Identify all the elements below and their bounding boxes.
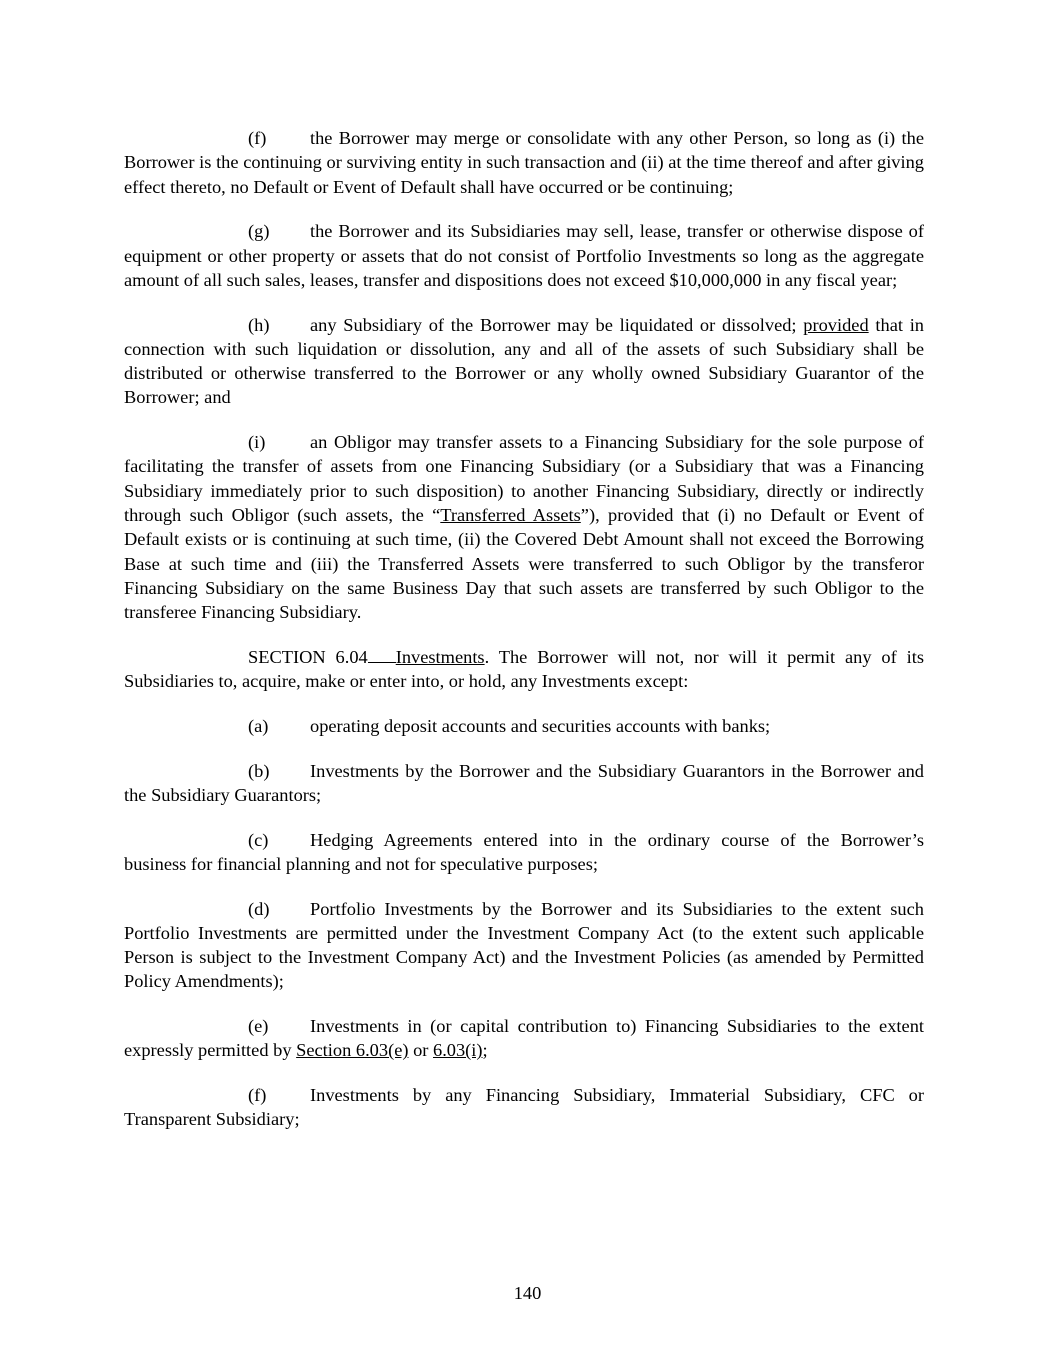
clause-label: (i): [248, 432, 266, 453]
clause-text: Hedging Agreements entered into in the ordinary course of the Borrower’s business for financial planning and not for speculative purposes;: [124, 829, 924, 874]
clause-label: (h): [248, 314, 270, 335]
page-number: 140: [513, 1283, 542, 1303]
defined-term-provided: provided: [803, 314, 869, 335]
section-title: Investments: [395, 646, 485, 667]
clause-text: Investments in (or capital contribution to) Financing Subsidiaries to the extent expressly permitted by: [124, 1016, 924, 1061]
clause-text: Investments by any Financing Subsidiary, Immaterial Subsidiary, CFC or Transparent Subsidiary;: [124, 1085, 924, 1130]
clause-text-connector: or: [408, 1040, 433, 1061]
clause-text: the Borrower may merge or consolidate with any other Person, so long as (i) the Borrower is the continuing or surviving entity in such transaction and (ii) at the time thereof and after giving effect thereto, no Default or Event of Default shall have occurred or be continuing;: [124, 128, 924, 197]
section-6-04-heading: [124, 645, 924, 694]
clause-6-04-d: [124, 897, 924, 994]
clause-6-03-i: [124, 430, 924, 624]
clause-6-04-a: [124, 714, 924, 738]
clause-label: (g): [248, 221, 270, 242]
clause-text-end: ;: [482, 1040, 488, 1061]
clause-6-04-b: [124, 759, 924, 808]
clause-label: (f): [248, 128, 267, 148]
clause-text-continued: ”), provided that (i) no Default or Event of Default exists or is continuing at such time, (ii) the Covered Debt Amount shall not exceed the Borrowing Base at such time and (iii) the Transferred Assets were transferred to such Obligor by the transferor Financing Subsidiary on the same Business Day that such assets are transferred by such Obligor to the transferee Financing Subsidiary.: [124, 505, 924, 623]
clause-text: Portfolio Investments by the Borrower and its Subsidiaries to the extent such Portfolio Investments are permitted under the Investment Company Act (to the extent such applicable Person is subject to the Investment Company Act) and the Investment Policies (as amended by Permitted Policy Amendments);: [124, 898, 924, 992]
clause-text: the Borrower and its Subsidiaries may sell, lease, transfer or otherwise dispose of equipment or other property or assets that do not consist of Portfolio Investments so long as the aggregate amount of all such sales, leases, transfer and dispositions does not exceed $10,000,000 in any fiscal year;: [124, 221, 924, 290]
clause-label: (c): [248, 829, 269, 850]
section-intro: . The Borrower will not, nor will it permit any of its Subsidiaries to, acquire, make or enter into, or hold, any Investments except:: [124, 646, 924, 692]
cross-reference-6-03-i: 6.03(i): [433, 1040, 483, 1061]
clause-text: an Obligor may transfer assets to a Financing Subsidiary for the sole purpose of facilitating the transfer of assets from one Financing Subsidiary (or a Subsidiary that was a Financing Subsidiary immediately prior to such disposition) to another Financing Subsidiary, directly or indirectly through such Obligor (such assets, the “: [124, 432, 924, 526]
clause-text: Investments by the Borrower and the Subsidiary Guarantors in the Borrower and the Subsidiary Guarantors;: [124, 760, 924, 805]
cross-reference-6-03-e: Section 6.03(e): [296, 1040, 409, 1061]
section-number: SECTION 6.04: [248, 646, 368, 667]
clause-text: operating deposit accounts and securities accounts with banks;: [310, 715, 771, 736]
clause-text: any Subsidiary of the Borrower may be liquidated or dissolved;: [310, 314, 804, 335]
clause-6-04-c: [124, 828, 924, 877]
clause-label: (e): [248, 1016, 269, 1037]
clause-6-03-h: [124, 313, 924, 410]
clause-6-04-f: [124, 1083, 924, 1132]
clause-label: (a): [248, 715, 269, 736]
clause-label: (f): [248, 1085, 267, 1106]
clause-6-04-e: [124, 1014, 924, 1063]
clause-label: (d): [248, 898, 270, 919]
clause-label: (b): [248, 760, 270, 781]
clause-6-03-f: [124, 126, 924, 199]
clause-6-03-g: [124, 219, 924, 292]
defined-term-transferred-assets: Transferred Assets: [440, 505, 581, 526]
document-page: [124, 126, 924, 1152]
section-separator: [368, 646, 396, 663]
clause-text-continued: that in connection with such liquidation or dissolution, any and all of the assets of such Subsidiary shall be distributed or otherwise transferred to the Borrower or any wholly owned Subsidiary Guarantor of the Borrower; and: [124, 314, 925, 408]
